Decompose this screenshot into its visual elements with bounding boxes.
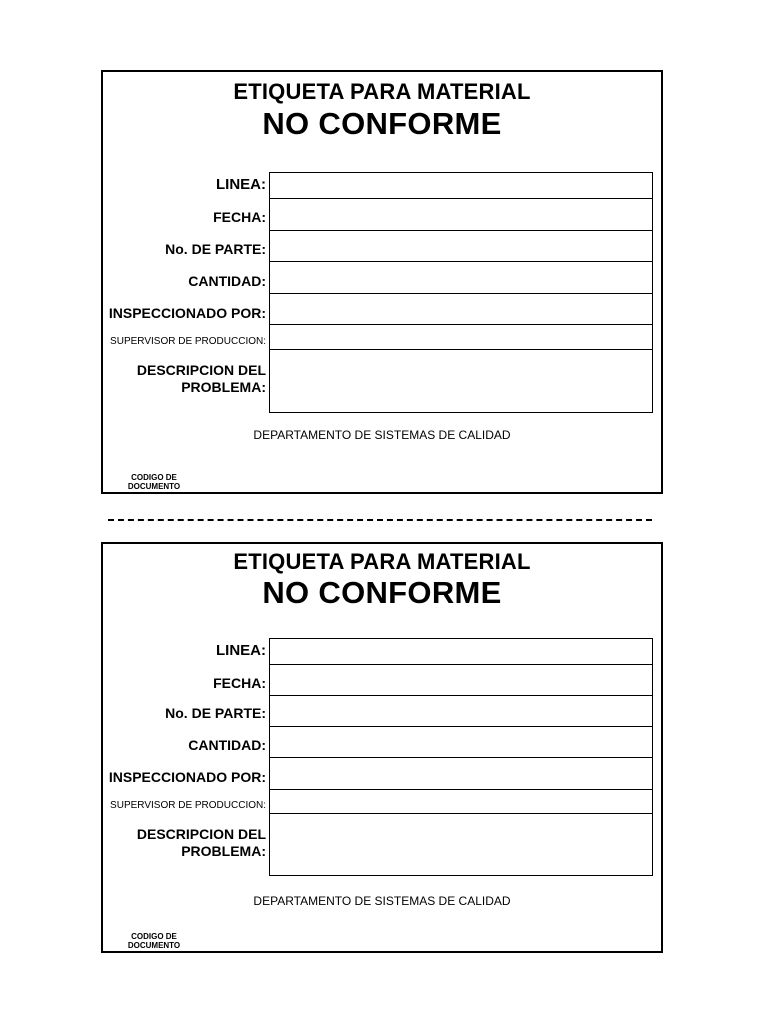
field-label-inspeccionado: INSPECCIONADO POR: [108,305,266,321]
field-row-descripcion [103,350,661,413]
field-label-linea: LINEA: [216,642,266,659]
supervisor-field[interactable] [269,790,653,814]
inspeccionado-field[interactable] [269,294,653,325]
field-label-inspeccionado: INSPECCIONADO POR: [108,769,266,785]
document-code [125,932,183,950]
field-label-cantidad: CANTIDAD: [188,737,266,753]
field-row-supervisor [103,325,661,350]
field-table [103,172,661,413]
field-label-descripcion-line1: DESCRIPCION DEL [136,362,266,378]
field-row-fecha [103,665,661,696]
cut-line [108,519,652,521]
document-code-line1: CODIGO DE [131,932,177,941]
document-code [125,473,183,491]
document-code-line1: CODIGO DE [131,473,177,482]
field-label-descripcion-line2: PROBLEMA: [181,379,266,395]
field-label-no-parte: No. DE PARTE: [165,241,266,257]
document-code-line2: DOCUMENTO [127,941,181,950]
field-label-descripcion-line1: DESCRIPCION DEL [136,826,266,842]
label-subtitle: NO CONFORME [262,106,502,141]
linea-field[interactable] [269,172,653,199]
descripcion-field[interactable] [269,350,653,413]
field-row-inspeccionado [103,294,661,325]
fecha-field[interactable] [269,665,653,696]
department-name: DEPARTAMENTO DE SISTEMAS DE CALIDAD [253,428,511,442]
field-label-descripcion [137,826,266,860]
field-row-descripcion [103,814,661,876]
nonconforming-label-card [101,70,663,494]
field-label-fecha: FECHA: [213,675,266,691]
field-row-linea [103,172,661,199]
field-row-cantidad [103,262,661,294]
department-name: DEPARTAMENTO DE SISTEMAS DE CALIDAD [253,894,511,908]
fecha-field[interactable] [269,199,653,231]
field-row-supervisor [103,790,661,814]
field-label-fecha: FECHA: [213,209,266,225]
linea-field[interactable] [269,638,653,665]
cantidad-field[interactable] [269,727,653,758]
field-row-inspeccionado [103,758,661,790]
descripcion-field[interactable] [269,814,653,876]
nonconforming-label-card [101,542,663,953]
supervisor-field[interactable] [269,325,653,350]
field-label-no-parte: No. DE PARTE: [165,705,266,721]
no-parte-field[interactable] [269,696,653,727]
document-code-line2: DOCUMENTO [127,482,181,491]
field-row-cantidad [103,727,661,758]
field-row-no-parte [103,696,661,727]
label-title: ETIQUETA PARA MATERIAL [233,79,531,104]
field-row-fecha [103,199,661,231]
field-table [103,638,661,876]
field-label-linea: LINEA: [216,176,266,193]
field-label-descripcion [137,362,266,396]
field-label-supervisor: SUPERVISOR DE PRODUCCION: [110,800,266,811]
inspeccionado-field[interactable] [269,758,653,790]
field-row-no-parte [103,231,661,262]
field-row-linea [103,638,661,665]
field-label-supervisor: SUPERVISOR DE PRODUCCION: [110,336,266,347]
no-parte-field[interactable] [269,231,653,262]
field-label-cantidad: CANTIDAD: [188,273,266,289]
label-title: ETIQUETA PARA MATERIAL [233,549,531,574]
cantidad-field[interactable] [269,262,653,294]
field-label-descripcion-line2: PROBLEMA: [181,843,266,859]
label-subtitle: NO CONFORME [262,575,502,610]
